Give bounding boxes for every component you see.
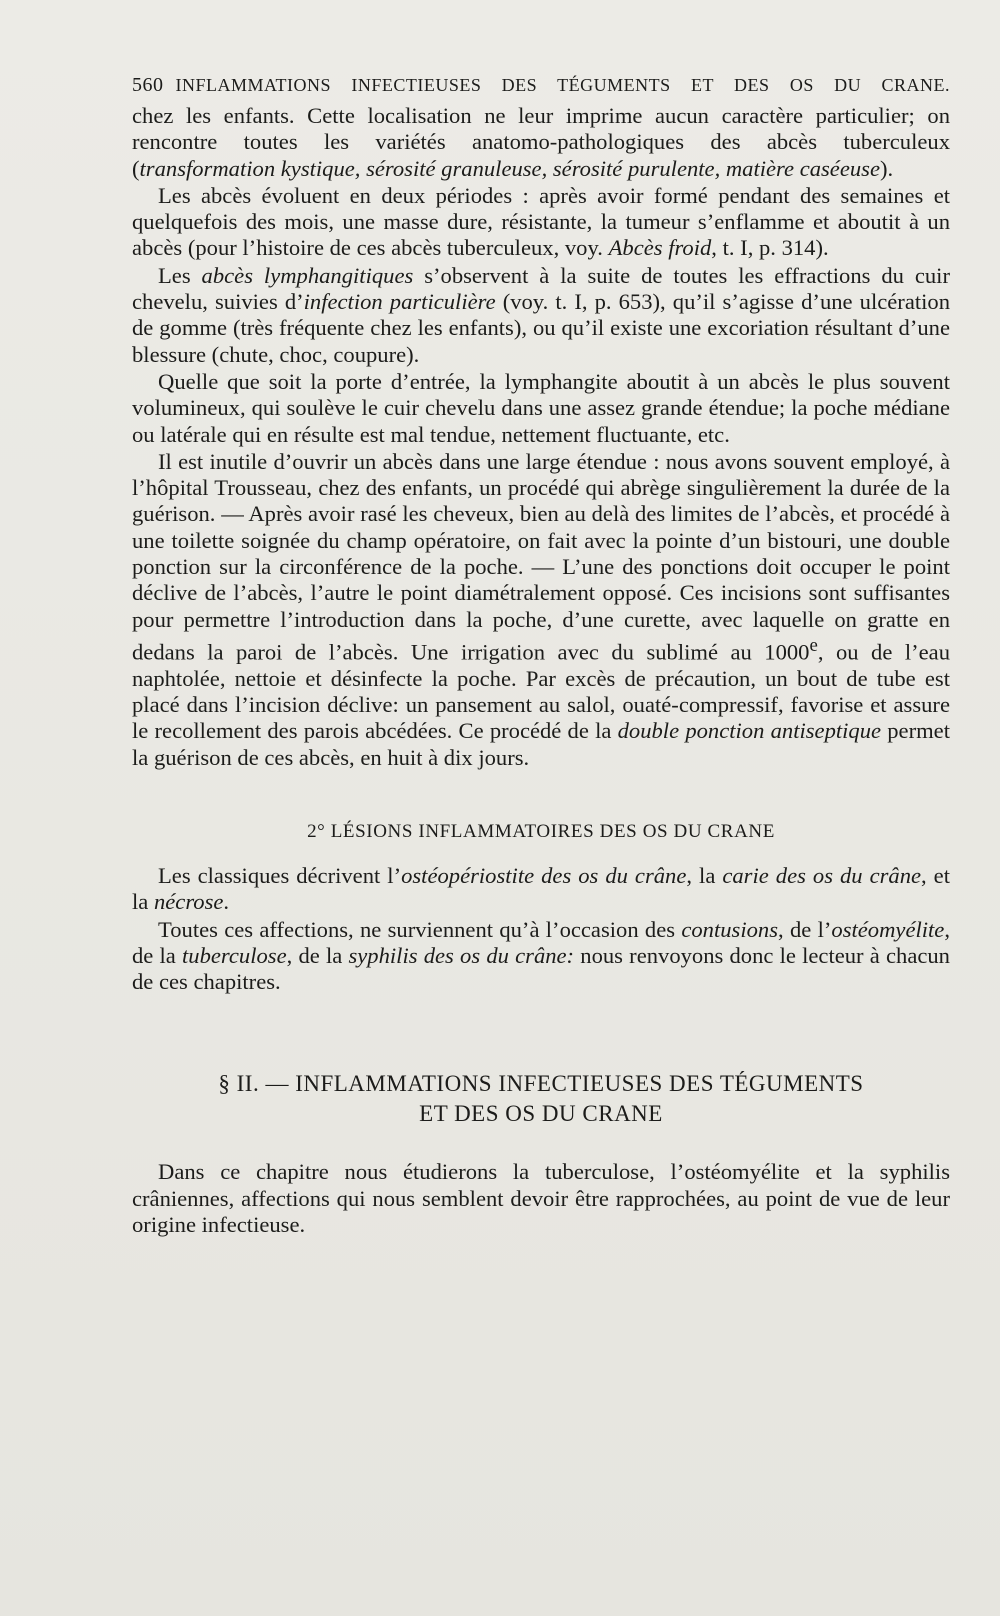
text-run: Les <box>158 262 202 288</box>
italic-run: infection particulière <box>303 289 496 315</box>
text-run: s’observent à la suite de toutes les effractions du cuir chevelu, suivies d’ <box>132 262 950 315</box>
text-run: , t. I, p. 314). <box>711 235 829 261</box>
paragraph-6 <box>132 863 950 916</box>
section-heading-line-1: § II. — INFLAMMATIONS INFECTIEUSES DES TÉGUMENTS <box>218 1071 864 1097</box>
section-heading <box>132 1069 950 1129</box>
superscript: e <box>809 634 818 656</box>
italic-run: ostéomyélite <box>831 916 945 942</box>
italic-run: carie des os du crâne <box>722 862 922 888</box>
text-run: , ou de l’eau naphtolée, nettoie et désinfecte la poche. Par excès de précaution, un bout de tube est placé dans l’incision déclive: un pansement au salol, ouaté-compressif, favorise et assure le recollement des parois abcédées. Ce procédé de la <box>132 639 950 744</box>
italic-run: tuberculose <box>182 942 287 968</box>
italic-run: Abcès froid <box>608 235 712 261</box>
text-run: chez les enfants. Cette localisation ne leur imprime aucun caractère particulier; on rencontre toutes les variétés anatomo-pathologiques des abcès tuberculeux ( <box>132 103 950 181</box>
paragraph-4: Quelle que soit la porte d’entrée, la lymphangite aboutit à un abcès le plus souvent volumineux, qui soulève le cuir chevelu dans une assez grande étendue; la poche médiane ou latérale qui en résulte est mal tendue, nettement fluctuante, etc. <box>132 368 950 447</box>
running-header <box>132 74 950 97</box>
italic-run: syphilis des os du crâne: <box>348 942 575 968</box>
text-run: nous renvoyons donc le lecteur à chacun de ces chapitres. <box>132 942 950 995</box>
text-run: (voy. t. I, p. 653), qu’il s’agisse d’une ulcération de gomme (très fréquente chez les enfants), ou qu’il existe une excoriation résultant d’une blessure (chute, choc, coupure). <box>132 289 950 367</box>
page-number: 560 <box>132 74 164 96</box>
paragraph-8: Dans ce chapitre nous étudierons la tuberculose, l’ostéomyélite et la syphilis crâniennes, affections qui nous semblent devoir être rapprochées, au point de vue de leur origine infectieuse. <box>132 1159 950 1238</box>
italic-run: ostéopériostite des os du crâne <box>401 862 687 888</box>
italic-run: double ponction antiseptique <box>617 718 882 744</box>
paragraph-5 <box>132 449 950 771</box>
italic-run: abcès lymphangitiques <box>201 262 414 288</box>
text-run: , de la <box>286 942 349 968</box>
italic-run: contusions <box>681 916 779 942</box>
running-title: INFLAMMATIONS INFECTIEUSES DES TÉGUMENTS ET DES OS DU CRANE. <box>175 75 950 95</box>
text-run: Les classiques décrivent l’ <box>158 862 402 888</box>
page-body <box>132 103 950 1238</box>
text-run: ). <box>879 155 894 181</box>
text-run: Il est inutile d’ouvrir un abcès dans une large étendue : nous avons souvent employé, à l’hôpital Trousseau, chez des enfants, un procédé qui abrège singulièrement la durée de la guérison. — Après avoir rasé les cheveux, bien au delà des limites de l’abcès, et procédé à une toilette soignée du champ opératoire, on fait avec la pointe d’un bistouri, une double ponction sur la circonférence de la poche. — L’une des ponctions doit occuper le point déclive de l’abcès, l’autre le point diamétralement opposé. Ces incisions sont suffisantes pour permettre l’introduction dans la poche, d’une curette, avec laquelle on gratte en dedans la paroi de l’abcès. Une irrigation avec du sublimé au 1000 <box>132 448 950 665</box>
paragraph-1 <box>132 103 950 182</box>
text-run: Toutes ces affections, ne surviennent qu’à l’occasion des <box>158 916 682 942</box>
italic-run: transformation kystique, sérosité granuleuse, sérosité purulente, matière caséeuse <box>139 155 880 181</box>
text-run: , de la <box>132 916 950 968</box>
text-run: permet la guérison de ces abcès, en huit à dix jours. <box>132 718 950 770</box>
section-heading-line-2: ET DES OS DU CRANE <box>419 1101 663 1127</box>
paragraph-3 <box>132 263 950 368</box>
paragraph-2 <box>132 183 950 262</box>
italic-run: nécrose <box>153 889 224 915</box>
paragraph-7 <box>132 917 950 996</box>
text-run: , de l’ <box>778 916 832 942</box>
text-run: Les abcès évoluent en deux périodes : après avoir formé pendant des semaines et quelquefois des mois, une masse dure, résistante, la tumeur s’enflamme et aboutit à un abcès (pour l’histoire de ces abcès tuberculeux, voy. <box>132 182 950 261</box>
subsection-heading: 2° LÉSIONS INFLAMMATOIRES DES OS DU CRANE <box>307 820 775 842</box>
text-run: , et la <box>132 862 950 915</box>
text-run: . <box>223 889 230 915</box>
text-run: , la <box>686 862 723 888</box>
